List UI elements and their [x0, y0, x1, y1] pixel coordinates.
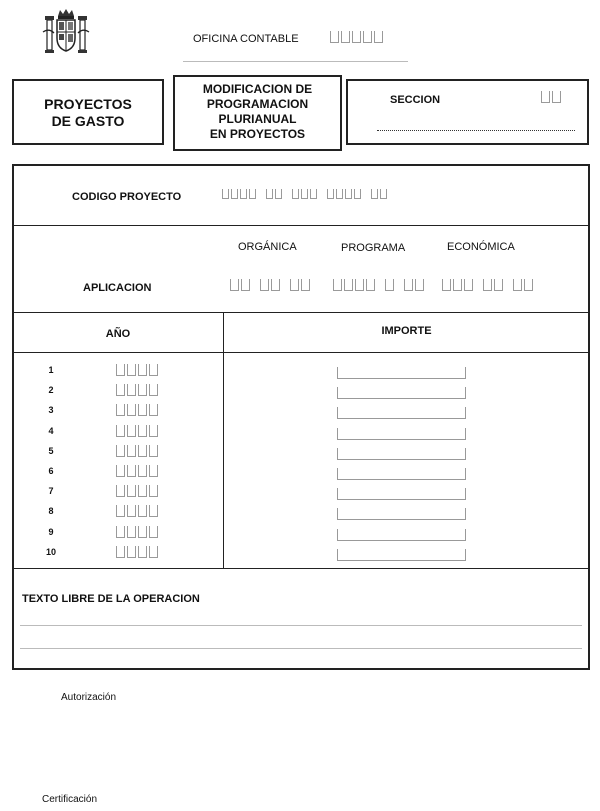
- digit-box[interactable]: [127, 384, 136, 396]
- organica-boxes[interactable]: [230, 279, 312, 291]
- digit-box[interactable]: [127, 404, 136, 416]
- box-group: [116, 404, 160, 416]
- digit-box[interactable]: [149, 485, 158, 497]
- importe-field[interactable]: [337, 468, 466, 480]
- box-group: [116, 505, 160, 517]
- digit-box[interactable]: [149, 364, 158, 376]
- digit-box[interactable]: [552, 91, 561, 103]
- digit-box[interactable]: [230, 279, 239, 291]
- digit-box[interactable]: [116, 425, 125, 437]
- codigo-proyecto-boxes[interactable]: [222, 189, 389, 199]
- box-group: [116, 445, 160, 457]
- digit-box[interactable]: [138, 485, 147, 497]
- digit-box[interactable]: [336, 189, 343, 199]
- digit-box[interactable]: [149, 404, 158, 416]
- proyectos-gasto-title: [12, 96, 164, 130]
- certificacion-label: Certificación: [42, 794, 98, 805]
- digit-box[interactable]: [116, 465, 125, 477]
- box-group: [483, 279, 505, 291]
- box-group: [292, 189, 319, 199]
- importe-field[interactable]: [337, 367, 466, 379]
- digit-box[interactable]: [266, 189, 273, 199]
- proyectos-title-line2: DE GASTO: [51, 113, 125, 129]
- digit-box[interactable]: [513, 279, 522, 291]
- autorizacion-label: Autorización: [61, 692, 117, 703]
- codigo-proyecto-label: CODIGO PROYECTO: [72, 191, 182, 203]
- box-group: [116, 465, 160, 477]
- box-group: [290, 279, 312, 291]
- digit-box[interactable]: [149, 526, 158, 538]
- year-boxes[interactable]: [116, 445, 160, 457]
- row-number: 1: [48, 365, 54, 375]
- box-group: [404, 279, 426, 291]
- digit-box[interactable]: [354, 189, 361, 199]
- digit-box[interactable]: [371, 189, 378, 199]
- year-boxes[interactable]: [116, 404, 160, 416]
- digit-box[interactable]: [149, 465, 158, 477]
- box-group: [260, 279, 282, 291]
- modificacion-title: [173, 82, 342, 142]
- year-boxes[interactable]: [116, 546, 160, 558]
- digit-box[interactable]: [380, 189, 387, 199]
- digit-box[interactable]: [345, 189, 352, 199]
- texto-libre-line-2[interactable]: [20, 648, 582, 649]
- oficina-contable-boxes[interactable]: [330, 31, 385, 43]
- modificacion-line4: EN PROYECTOS: [209, 127, 306, 141]
- col-programa-header: PROGRAMA: [341, 242, 406, 254]
- year-boxes[interactable]: [116, 485, 160, 497]
- texto-libre-label: TEXTO LIBRE DE LA OPERACION: [22, 593, 200, 605]
- box-group: [116, 425, 160, 437]
- seccion-dotted-line: [377, 130, 575, 131]
- box-group: [116, 546, 160, 558]
- digit-box[interactable]: [138, 465, 147, 477]
- box-group: [442, 279, 475, 291]
- year-boxes[interactable]: [116, 384, 160, 396]
- divider-codigo: [13, 225, 589, 226]
- box-group: [116, 485, 160, 497]
- digit-box[interactable]: [453, 279, 462, 291]
- row-number: 9: [48, 527, 54, 537]
- box-group: [327, 189, 363, 199]
- row-number: 10: [45, 547, 56, 557]
- col-economica-header: ECONÓMICA: [447, 241, 515, 253]
- digit-box[interactable]: [366, 279, 375, 291]
- importe-field[interactable]: [337, 529, 466, 541]
- texto-libre-line-1[interactable]: [20, 625, 582, 626]
- importe-field[interactable]: [337, 488, 466, 500]
- seccion-label: SECCION: [390, 94, 441, 106]
- modificacion-line2: PROGRAMACION: [206, 97, 309, 111]
- digit-box[interactable]: [385, 279, 394, 291]
- digit-box[interactable]: [524, 279, 533, 291]
- digit-box[interactable]: [290, 279, 299, 291]
- box-group: [116, 364, 160, 376]
- row-number: 5: [48, 446, 54, 456]
- row-number: 6: [48, 466, 54, 476]
- row-number: 4: [48, 426, 54, 436]
- year-boxes[interactable]: [116, 425, 160, 437]
- digit-box[interactable]: [415, 279, 424, 291]
- digit-box[interactable]: [149, 445, 158, 457]
- digit-box[interactable]: [149, 546, 158, 558]
- digit-box[interactable]: [138, 404, 147, 416]
- box-group: [513, 279, 535, 291]
- divider-table-header: [13, 352, 589, 353]
- digit-box[interactable]: [149, 425, 158, 437]
- divider-table-column: [223, 312, 224, 569]
- digit-box[interactable]: [494, 279, 503, 291]
- digit-box[interactable]: [116, 526, 125, 538]
- aplicacion-label: APLICACION: [83, 282, 152, 294]
- importe-field[interactable]: [337, 549, 466, 561]
- digit-box[interactable]: [292, 189, 299, 199]
- digit-box[interactable]: [149, 384, 158, 396]
- box-group: [116, 384, 160, 396]
- row-number: 8: [48, 506, 54, 516]
- digit-box[interactable]: [127, 364, 136, 376]
- divider-aplicacion: [13, 312, 589, 313]
- year-boxes[interactable]: [116, 465, 160, 477]
- importe-field[interactable]: [337, 448, 466, 460]
- box-group: [230, 279, 252, 291]
- digit-box[interactable]: [138, 425, 147, 437]
- digit-box[interactable]: [541, 91, 550, 103]
- row-number: 2: [48, 385, 54, 395]
- row-number: 7: [48, 486, 54, 496]
- digit-box[interactable]: [116, 505, 125, 517]
- digit-box[interactable]: [330, 31, 339, 43]
- proyectos-title-line1: PROYECTOS: [44, 96, 132, 112]
- year-boxes[interactable]: [116, 505, 160, 517]
- digit-box[interactable]: [275, 189, 282, 199]
- row-number: 3: [48, 405, 54, 415]
- digit-box[interactable]: [138, 546, 147, 558]
- digit-box[interactable]: [116, 384, 125, 396]
- importe-field[interactable]: [337, 407, 466, 419]
- digit-box[interactable]: [116, 445, 125, 457]
- box-group: [266, 189, 284, 199]
- box-group: [116, 526, 160, 538]
- importe-field[interactable]: [337, 387, 466, 399]
- digit-box[interactable]: [138, 505, 147, 517]
- digit-box[interactable]: [327, 189, 334, 199]
- box-group: [333, 279, 377, 291]
- digit-box[interactable]: [301, 189, 308, 199]
- digit-box[interactable]: [333, 279, 342, 291]
- digit-box[interactable]: [442, 279, 451, 291]
- digit-box[interactable]: [116, 404, 125, 416]
- programa-boxes[interactable]: [333, 279, 426, 291]
- digit-box[interactable]: [138, 526, 147, 538]
- digit-box[interactable]: [352, 31, 361, 43]
- modificacion-line3: PLURIANUAL: [218, 112, 297, 126]
- digit-box[interactable]: [231, 189, 238, 199]
- divider-table-bottom: [13, 568, 589, 569]
- digit-box[interactable]: [222, 189, 229, 199]
- col-importe-header: IMPORTE: [381, 325, 432, 337]
- digit-box[interactable]: [310, 189, 317, 199]
- digit-box[interactable]: [483, 279, 492, 291]
- box-group: [385, 279, 396, 291]
- digit-box[interactable]: [241, 279, 250, 291]
- digit-box[interactable]: [344, 279, 353, 291]
- digit-box[interactable]: [127, 425, 136, 437]
- digit-box[interactable]: [149, 505, 158, 517]
- digit-box[interactable]: [127, 485, 136, 497]
- digit-box[interactable]: [127, 526, 136, 538]
- year-boxes[interactable]: [116, 526, 160, 538]
- digit-box[interactable]: [271, 279, 280, 291]
- col-year-header: AÑO: [105, 328, 131, 340]
- col-organica-header: ORGÁNICA: [238, 241, 297, 253]
- digit-box[interactable]: [127, 465, 136, 477]
- digit-box[interactable]: [363, 31, 372, 43]
- digit-box[interactable]: [240, 189, 247, 199]
- oficina-contable-label: OFICINA CONTABLE: [193, 33, 299, 45]
- digit-box[interactable]: [138, 384, 147, 396]
- digit-box[interactable]: [138, 445, 147, 457]
- header-underline: [183, 61, 408, 62]
- year-boxes[interactable]: [116, 364, 160, 376]
- digit-box[interactable]: [127, 445, 136, 457]
- economica-boxes[interactable]: [442, 279, 535, 291]
- box-group: [222, 189, 258, 199]
- digit-box[interactable]: [464, 279, 473, 291]
- digit-box[interactable]: [260, 279, 269, 291]
- digit-box[interactable]: [138, 364, 147, 376]
- digit-box[interactable]: [116, 485, 125, 497]
- digit-box[interactable]: [301, 279, 310, 291]
- seccion-box: [346, 79, 589, 145]
- importe-field[interactable]: [337, 508, 466, 520]
- digit-box[interactable]: [127, 546, 136, 558]
- seccion-code-boxes[interactable]: [541, 91, 563, 103]
- box-group: [330, 31, 385, 43]
- box-group: [541, 91, 563, 103]
- coat-of-arms-icon: [40, 6, 92, 58]
- digit-box[interactable]: [374, 31, 383, 43]
- digit-box[interactable]: [341, 31, 350, 43]
- importe-field[interactable]: [337, 428, 466, 440]
- digit-box[interactable]: [404, 279, 413, 291]
- modificacion-line1: MODIFICACION DE: [202, 82, 313, 96]
- digit-box[interactable]: [127, 505, 136, 517]
- digit-box[interactable]: [249, 189, 256, 199]
- digit-box[interactable]: [355, 279, 364, 291]
- digit-box[interactable]: [116, 546, 125, 558]
- digit-box[interactable]: [116, 364, 125, 376]
- box-group: [371, 189, 389, 199]
